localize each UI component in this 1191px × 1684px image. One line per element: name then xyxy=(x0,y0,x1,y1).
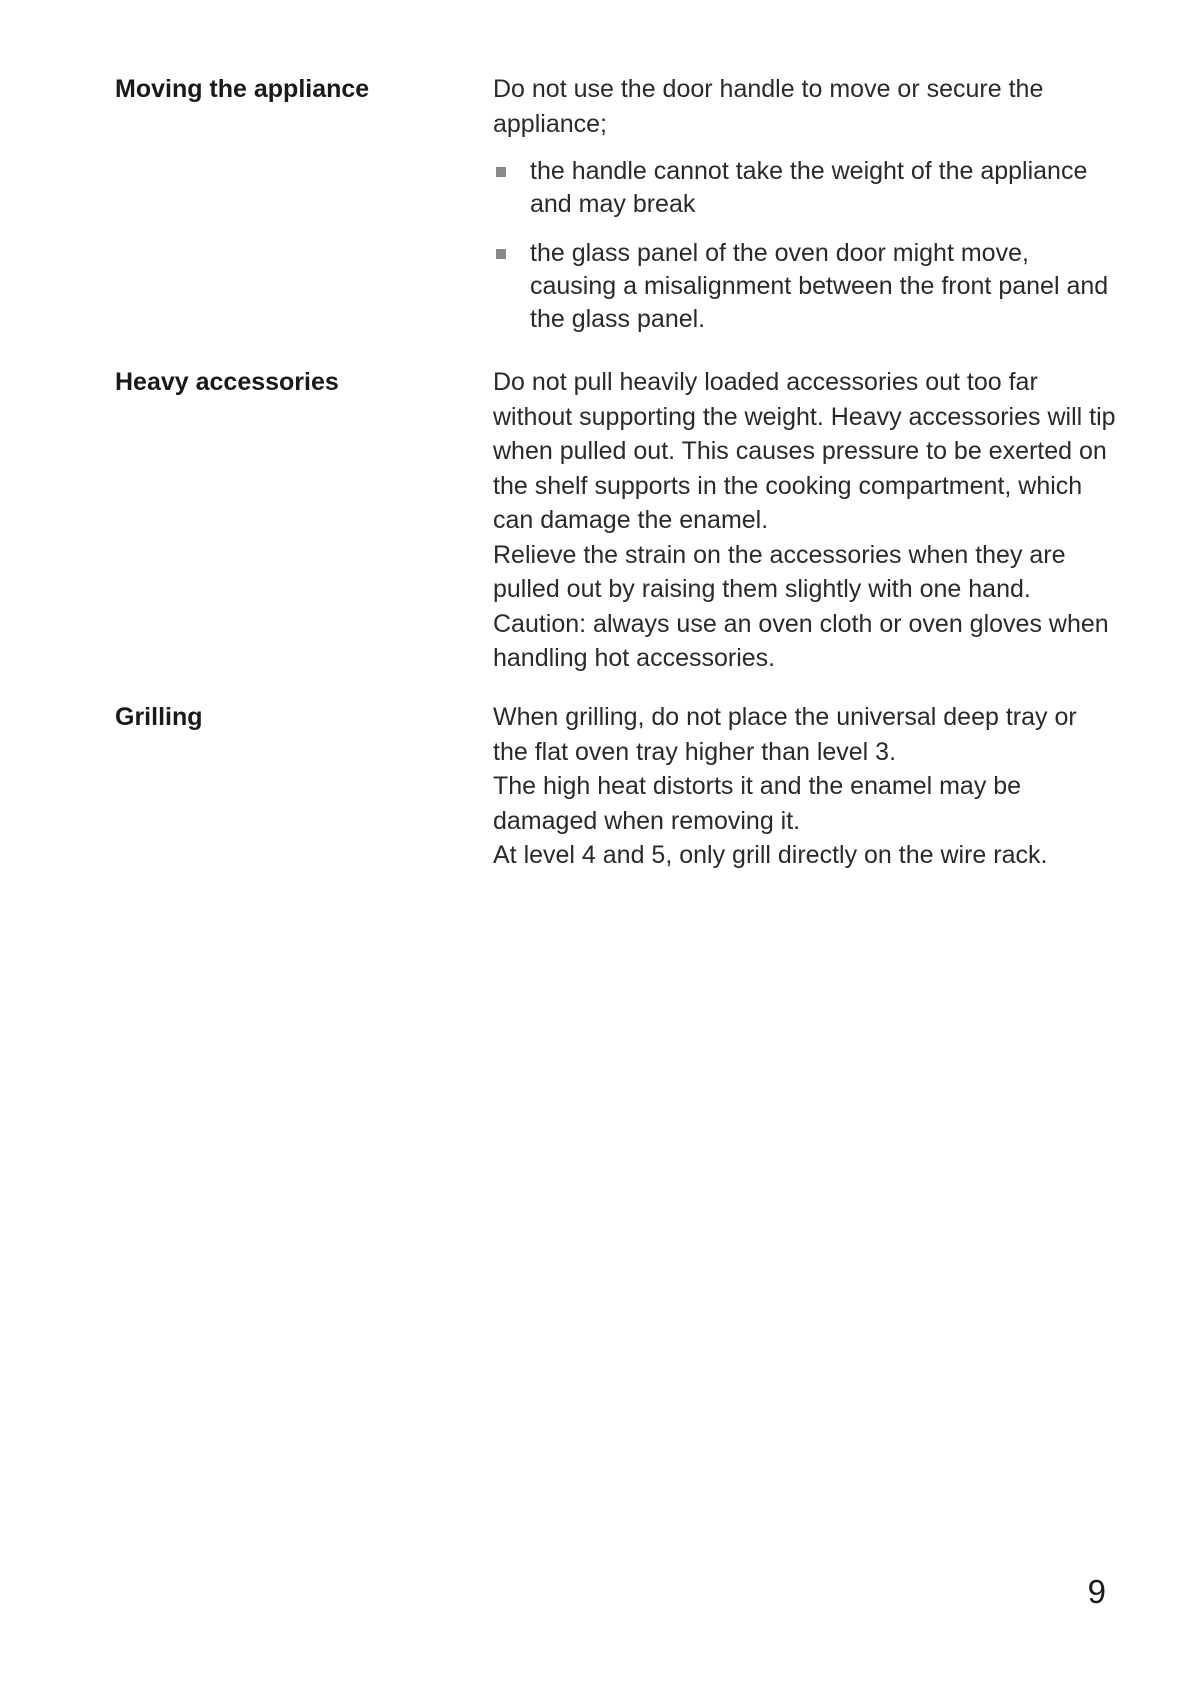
section-body xyxy=(493,72,1118,352)
paragraph: At level 4 and 5, only grill directly on the wire rack. xyxy=(493,841,1048,869)
section-intro: Do not use the door handle to move or secure the appliance; xyxy=(493,75,1044,138)
page-number: 9 xyxy=(1087,1573,1106,1610)
square-bullet-icon xyxy=(496,167,506,177)
paragraph: Caution: always use an oven cloth or oven gloves when handling hot accessories. xyxy=(493,609,1109,672)
section-heading: Moving the appliance xyxy=(115,75,370,103)
paragraph: The high heat distorts it and the enamel may be damaged when removing it. xyxy=(493,772,1022,835)
list-item-text: the handle cannot take the weight of the appliance and may break xyxy=(530,157,1088,218)
bullet-list xyxy=(493,155,1118,336)
paragraph: Relieve the strain on the accessories when they are pulled out by raising them slightly with one hand. xyxy=(493,540,1066,603)
square-bullet-icon xyxy=(496,249,506,259)
section-heading: Heavy accessories xyxy=(115,368,339,396)
paragraph: When grilling, do not place the universal deep tray or the flat oven tray higher than level 3. xyxy=(493,703,1077,766)
list-item xyxy=(493,155,1118,221)
list-item xyxy=(493,237,1118,336)
list-item-text: the glass panel of the oven door might move, causing a misalignment between the front panel and the glass panel. xyxy=(530,239,1109,333)
paragraph: Do not pull heavily loaded accessories out too far without supporting the weight. Heavy accessories will tip when pulled out. This causes pressure to be exerted on the shelf supports in the cooking compartment, which can damage the enamel. xyxy=(493,368,1116,534)
section-heading: Grilling xyxy=(115,703,203,731)
section-body xyxy=(493,365,1118,676)
section-body xyxy=(493,700,1118,873)
